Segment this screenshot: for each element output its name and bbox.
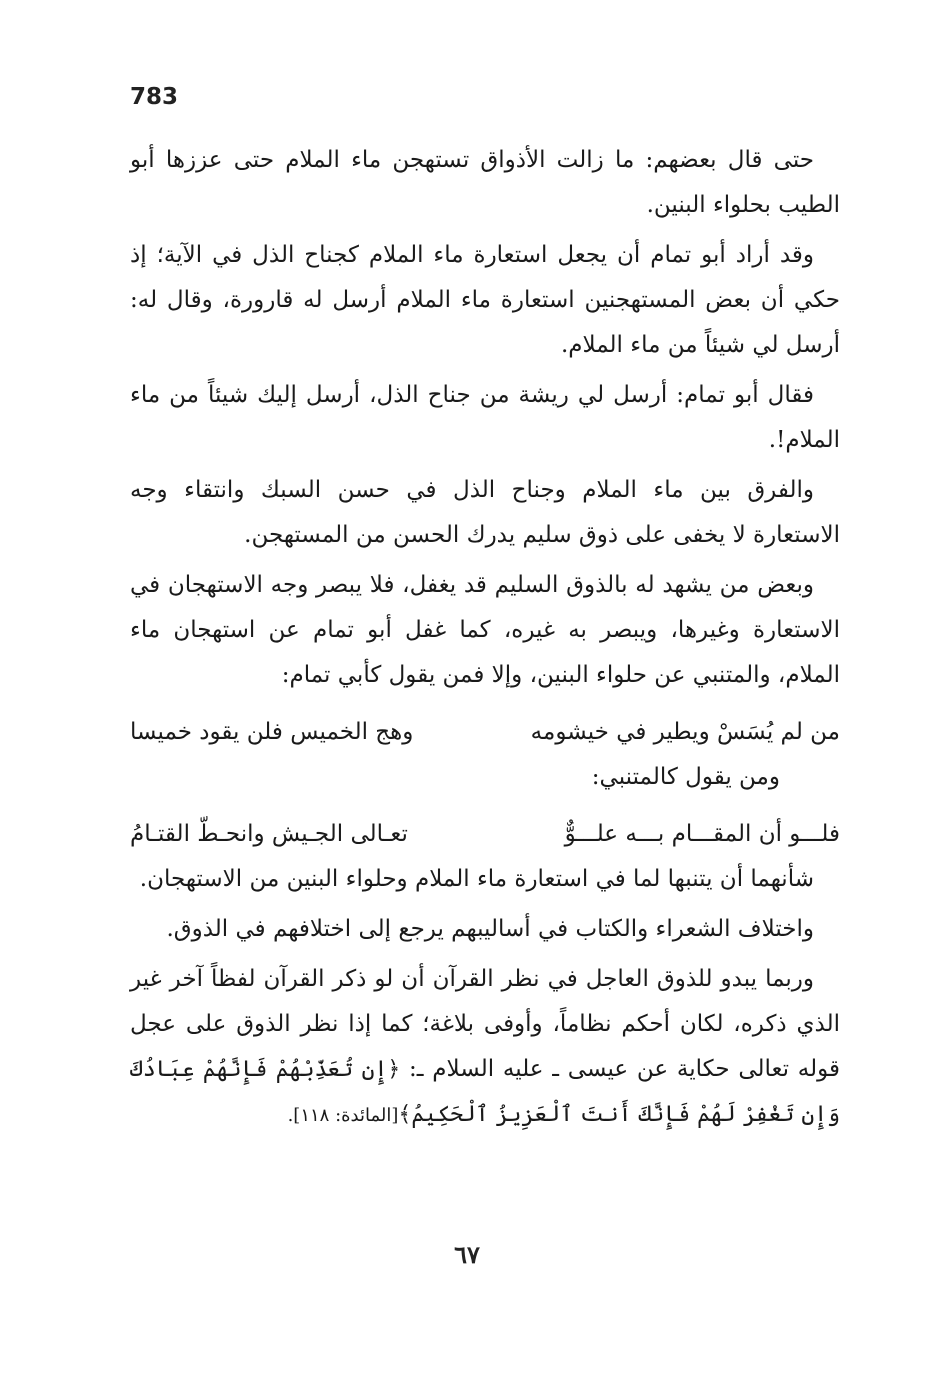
text-body bbox=[130, 138, 840, 1143]
paragraph-3: فقال أبو تمام: أرسل لي ريشة من جناح الذل، أرسل إليك شيئاً من ماء الملام!. bbox=[130, 382, 840, 453]
verse-2-first-hemistich: فلـــو أن المقـــام بـــه علـــوٌّ bbox=[564, 821, 840, 847]
verse-2 bbox=[130, 812, 840, 857]
paragraph-5: وبعض من يشهد له بالذوق السليم قد يغفل، فلا يبصر وجه الاستهجان في الاستعارة وغيرها، ويبصر به غيره، كما غفل أبو تمام عن استهجان ماء الملام، والمتنبي عن حلواء البنين، وإلا فمن يقول كأبي تمام: bbox=[130, 572, 840, 688]
paragraph-8 bbox=[130, 957, 840, 1138]
verse-2-second-hemistich: تعـالى الجـيش وانحـطّ القتـامُ bbox=[130, 821, 408, 847]
paragraph-4: والفرق بين ماء الملام وجناح الذل في حسن السبك وانتقاء وجه الاستعارة لا يخفى على ذوق سليم يدرك الحسن من المستهجن. bbox=[130, 477, 840, 548]
verse-1-first-hemistich: من لم يُسَسْ ويطير في خيشومه bbox=[530, 719, 840, 745]
paragraph-2: وقد أراد أبو تمام أن يجعل استعارة ماء الملام كجناح الذل في الآية؛ إذ حكي أن بعض المستهجنين استعارة ماء الملام أرسل له قارورة، وقال له: أرسل لي شيئاً من ماء الملام. bbox=[130, 242, 840, 358]
page-number-bottom: ٦٧ bbox=[454, 1240, 480, 1269]
page-number-top: 783 bbox=[130, 84, 179, 110]
quran-verse: ﴿إِن تُعَذِّبْهُمْ فَإِنَّهُمْ عِبَادُكَ وَإِن تَغْفِرْ لَهُمْ فَإِنَّكَ أَنتَ ٱلْعَزِيزُ ٱلْحَكِيمُ﴾ bbox=[130, 1057, 840, 1127]
paragraph-7: واختلاف الشعراء والكتاب في أساليبهم يرجع إلى اختلافهم في الذوق. bbox=[166, 916, 814, 942]
paragraph-6: شأنهما أن يتنبها لما في استعارة ماء الملام وحلواء البنين من الاستهجان. bbox=[139, 866, 814, 892]
quran-reference: [المائدة: ١١٨]. bbox=[287, 1105, 399, 1126]
verse-1-second-hemistich: وهج الخميس فلن يقود خميسا bbox=[130, 719, 414, 745]
paragraph-8-text: وربما يبدو للذوق العاجل في نظر القرآن أن لو ذكر القرآن لفظاً آخر غير الذي ذكره، لكان أحكم نظاماً، وأوفى بلاغة؛ كما إذا نظر الذوق على عجل قوله تعالى حكاية عن عيسى ـ عليه السلام ـ: bbox=[130, 966, 840, 1082]
verse-1 bbox=[130, 710, 840, 755]
verse-2-intro: ومن يقول كالمتنبي: bbox=[591, 764, 780, 790]
paragraph-1: حتى قال بعضهم: ما زالت الأذواق تستهجن ماء الملام حتى عززها أبو الطيب بحلواء البنين. bbox=[130, 147, 840, 218]
